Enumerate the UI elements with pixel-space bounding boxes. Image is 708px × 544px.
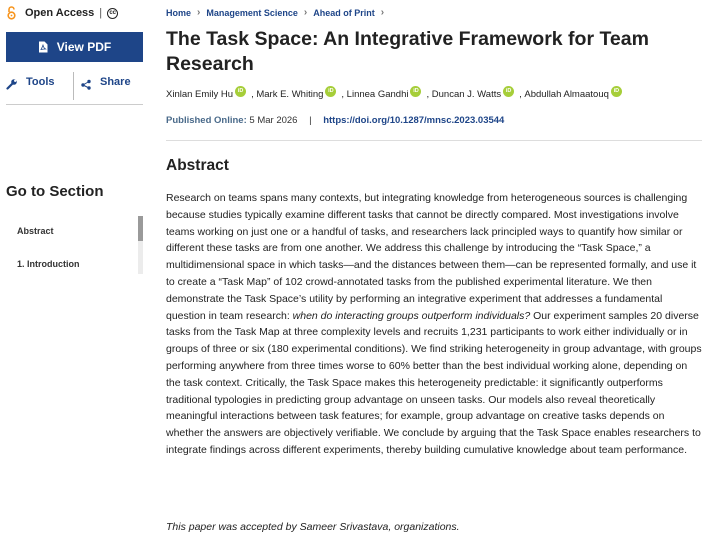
tools-share-row xyxy=(6,72,146,100)
article-title: The Task Space: An Integrative Framework for Team Research xyxy=(166,28,649,75)
breadcrumb-ahead-of-print[interactable]: Ahead of Print xyxy=(313,7,375,18)
share-label: Share xyxy=(100,76,131,88)
wrench-icon xyxy=(6,78,18,90)
author-name[interactable]: Abdullah Almaatouq xyxy=(524,89,609,100)
abstract-text xyxy=(166,190,702,459)
author-name[interactable]: Linnea Gandhi xyxy=(346,89,409,100)
section-link-abstract[interactable]: Abstract xyxy=(17,226,54,236)
abstract-text-part-1: Research on teams spans many contexts, but integrating knowledge from heterogeneous sources is challenging because studies typically examine different tasks that cannot be directly compared. Most investigations involve teams working on just one or a handful of tasks, and researchers lack principled ways to quantify how similar or different these tasks are from one another. We address this challenge by introducing the “Task Space,” a multidimensional space in which tasks—and the distances between them—can be represented formally, and use it to create a “Task Map” of 102 crowd-annotated tasks from the published experimental literature. We then demonstrate the Task Space’s utility by performing an integrative experiment that addresses a fundamental question in team research: xyxy=(166,192,697,322)
view-pdf-label: View PDF xyxy=(56,40,112,54)
orcid-icon[interactable]: iD xyxy=(410,86,421,97)
publication-separator: | xyxy=(309,115,312,126)
creative-commons-icon[interactable]: cc xyxy=(107,8,118,19)
section-navigation xyxy=(6,216,143,274)
accepted-note: This paper was accepted by Sameer Srivastava, organizations. xyxy=(166,521,460,533)
breadcrumb-journal[interactable]: Management Science xyxy=(206,7,298,18)
section-link-introduction[interactable]: 1. Introduction xyxy=(17,259,80,269)
chevron-right-icon: › xyxy=(197,7,201,18)
orcid-icon[interactable]: iD xyxy=(503,86,514,97)
tools-label: Tools xyxy=(26,76,55,88)
orcid-icon[interactable]: iD xyxy=(325,86,336,97)
pdf-file-icon xyxy=(38,41,48,53)
abstract-divider xyxy=(166,140,702,141)
section-scrollbar-thumb[interactable] xyxy=(138,216,143,241)
orcid-icon[interactable]: iD xyxy=(235,86,246,97)
open-access-label: Open Access xyxy=(25,7,95,19)
abstract-heading: Abstract xyxy=(166,157,229,174)
left-sidebar xyxy=(0,0,150,544)
chevron-right-icon: › xyxy=(303,7,308,18)
orcid-icon[interactable]: iD xyxy=(611,86,622,97)
open-access-badge xyxy=(6,5,118,21)
sidebar-divider xyxy=(6,104,143,105)
article-main xyxy=(166,0,702,544)
author-separator: , xyxy=(519,89,522,100)
abstract-text-part-2: Our experiment samples 20 diverse tasks from the Task Map at three complexity levels and recruits 1,231 participants to work either individually or in groups of three or six (180 experimental conditions). We find striking heterogeneity in group advantage, with groups performing anywhere from three times worse to 60% better than the best individual working alone, depending on the task context. Critically, the Task Space makes this heterogeneity predictable: it significantly outperforms traditional typologies in predicting group advantage on unseen tasks. Our models also reveal theoretically meaningful interactions between task features; for example, group advantage on creative tasks depends on whether the answers are objectively verifiable. We conclude by arguing that the Task Space enables researchers to integrate findings across different experiments, thereby building cumulative knowledge about team performance. xyxy=(166,309,702,456)
view-pdf-button[interactable] xyxy=(6,32,143,62)
go-to-section-heading: Go to Section xyxy=(6,183,104,200)
publication-info xyxy=(166,115,504,126)
share-button[interactable] xyxy=(74,72,131,100)
share-icon xyxy=(80,78,92,90)
author-separator: , xyxy=(426,89,430,100)
doi-link[interactable]: https://doi.org/10.1287/mnsc.2023.03544 xyxy=(323,115,505,126)
published-date: 5 Mar 2026 xyxy=(249,115,298,126)
open-access-lock-icon xyxy=(6,6,17,20)
author-separator: , xyxy=(251,89,254,100)
open-access-separator: | xyxy=(99,7,103,19)
breadcrumb-home[interactable]: Home xyxy=(166,7,192,18)
author-name[interactable]: Mark E. Whiting xyxy=(256,89,324,100)
author-list xyxy=(166,89,627,100)
author-name[interactable]: Xinlan Emily Hu xyxy=(166,89,234,100)
abstract-research-question: when do interacting groups outperform individuals? xyxy=(292,309,531,322)
author-separator: , xyxy=(341,89,345,100)
tools-button[interactable] xyxy=(6,72,74,100)
chevron-right-icon: › xyxy=(380,7,385,18)
author-name[interactable]: Duncan J. Watts xyxy=(431,89,502,100)
published-online-label: Published Online: xyxy=(166,115,247,126)
breadcrumb xyxy=(166,7,390,18)
